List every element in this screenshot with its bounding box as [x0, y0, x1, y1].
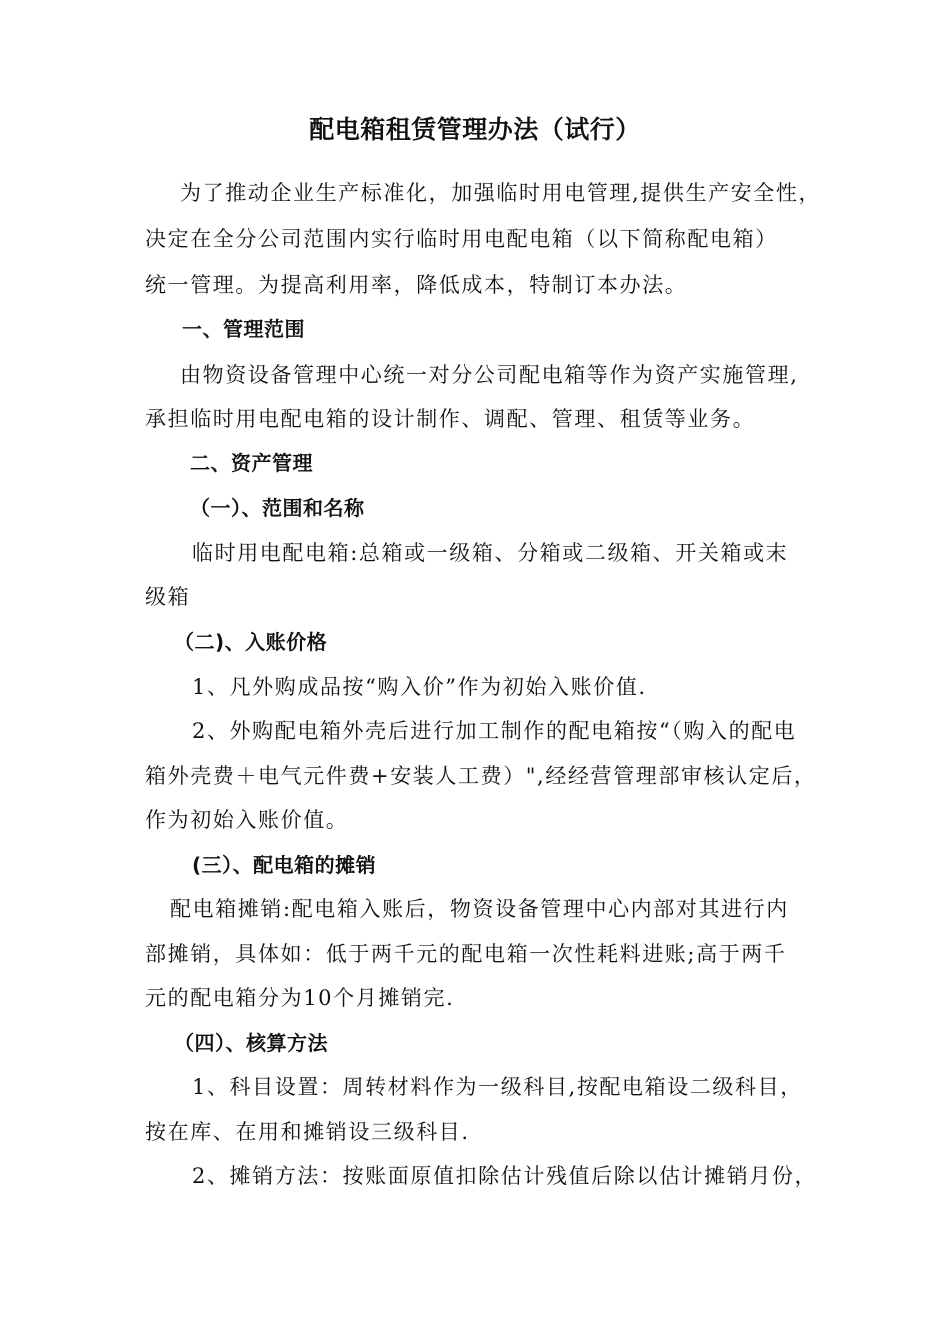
sub3-line-2: 部摊销，具体如：低于两千元的配电箱一次性耗料进账;高于两千: [145, 942, 787, 966]
sub3-line-3: 元的配电箱分为10个月摊销完.: [145, 986, 455, 1010]
document-title: 配电箱租赁管理办法（试行）: [309, 115, 641, 144]
sub4-line-2: 按在库、在用和摊销设三级科目.: [145, 1120, 470, 1144]
subsection-heading-entry-price: （二)、入账价格: [174, 630, 328, 654]
sub3-line-1: 配电箱摊销:配电箱入账后，物资设备管理中心内部对其进行内: [170, 897, 789, 921]
sub1-line-1: 临时用电配电箱:总箱或一级箱、分箱或二级箱、开关箱或末: [192, 541, 789, 565]
sub2-line-4: 作为初始入账价值。: [145, 808, 349, 832]
intro-line-3: 统一管理。为提高利用率，降低成本，特制订本办法。: [145, 273, 688, 297]
section-heading-assets: 二、资产管理: [190, 451, 313, 475]
sub1-line-2: 级箱: [145, 585, 191, 609]
sub2-line-2: 2、外购配电箱外壳后进行加工制作的配电箱按“（购入的配电: [192, 719, 797, 743]
sub4-line-1: 1、科目设置：周转材料作为一级科目,按配电箱设二级科目，: [192, 1075, 803, 1099]
subsection-heading-accounting: （四）、核算方法: [174, 1031, 328, 1055]
subsection-heading-scope-names: （一）、范围和名称: [190, 496, 365, 520]
sub2-line-1: 1、凡外购成品按“购入价”作为初始入账价值.: [192, 675, 647, 699]
section-heading-scope: 一、管理范围: [182, 317, 305, 341]
sub2-line-3: 箱外壳费＋电气元件费+安装人工费）",经经营管理部审核认定后，: [145, 764, 817, 788]
intro-line-1: 为了推动企业生产标准化，加强临时用电管理,提供生产安全性，: [180, 181, 822, 205]
sub4-line-3: 2、摊销方法：按账面原值扣除估计残值后除以估计摊销月份，: [192, 1164, 818, 1188]
intro-line-2: 决定在全分公司范围内实行临时用电配电箱（以下简称配电箱）: [145, 227, 778, 251]
subsection-heading-amortization: (三）、配电箱的摊销: [192, 853, 377, 877]
section1-line-2: 承担临时用电配电箱的设计制作、调配、管理、租赁等业务。: [145, 407, 756, 431]
section1-line-1: 由物资设备管理中心统一对分公司配电箱等作为资产实施管理,: [180, 363, 799, 387]
